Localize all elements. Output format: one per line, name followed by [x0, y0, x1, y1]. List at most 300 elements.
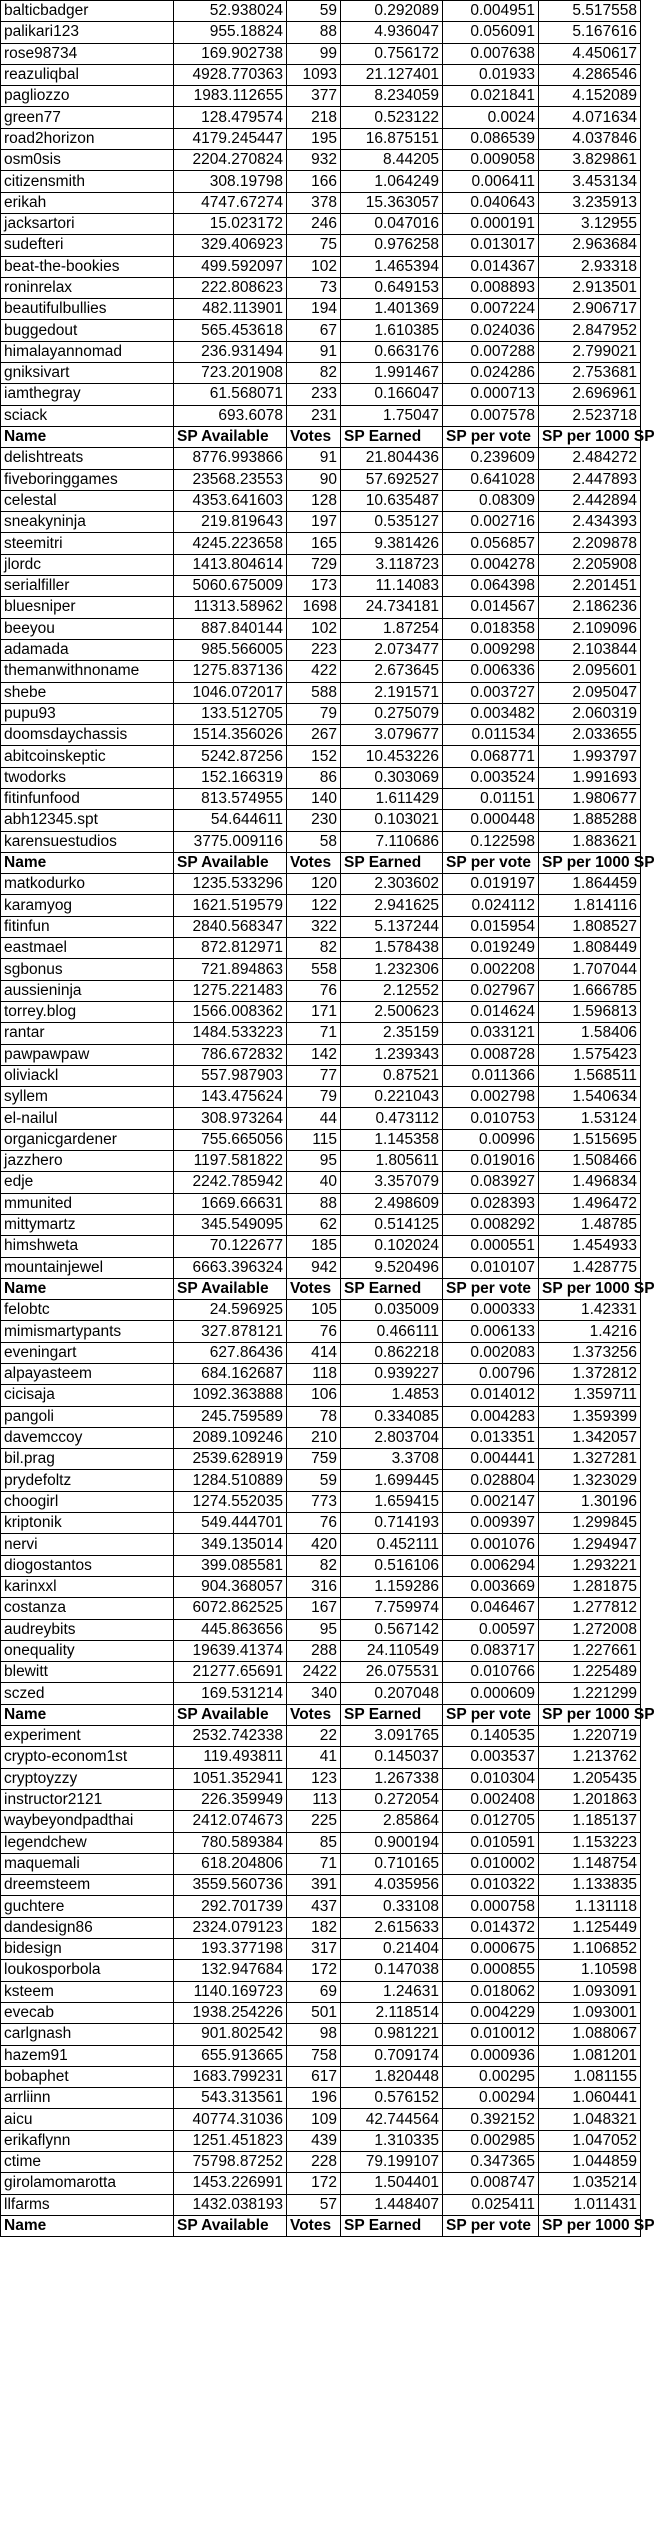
cell-sp-per-1000: 1.133835 [539, 1875, 641, 1896]
cell-sp-available: 2532.742338 [174, 1726, 287, 1747]
table-row [1, 1300, 641, 1321]
cell-sp-per-1000: 1.808449 [539, 938, 641, 959]
header-votes: Votes [287, 2215, 341, 2236]
cell-votes: 171 [287, 1001, 341, 1022]
cell-sp-available: 399.085581 [174, 1555, 287, 1576]
cell-sp-earned: 1.991467 [341, 363, 443, 384]
cell-sp-earned: 0.166047 [341, 384, 443, 405]
cell-sp-available: 6663.396324 [174, 1257, 287, 1278]
cell-sp-earned: 7.759974 [341, 1598, 443, 1619]
cell-votes: 76 [287, 1513, 341, 1534]
cell-votes: 90 [287, 469, 341, 490]
table-row [1, 2109, 641, 2130]
cell-sp-per-vote: 0.122598 [443, 831, 539, 852]
cell-sp-per-1000: 1.707044 [539, 959, 641, 980]
table-row [1, 512, 641, 533]
cell-votes: 140 [287, 788, 341, 809]
cell-name: bluesniper [1, 597, 174, 618]
cell-sp-per-vote: 0.08309 [443, 490, 539, 511]
header-votes: Votes [287, 426, 341, 447]
cell-sp-earned: 2.12552 [341, 980, 443, 1001]
cell-sp-per-vote: 0.004278 [443, 554, 539, 575]
cell-name: gniksivart [1, 363, 174, 384]
cell-votes: 82 [287, 1555, 341, 1576]
cell-sp-earned: 1.75047 [341, 405, 443, 426]
table-row [1, 1406, 641, 1427]
cell-votes: 378 [287, 192, 341, 213]
table-row [1, 2151, 641, 2172]
cell-votes: 95 [287, 1619, 341, 1640]
cell-sp-per-1000: 1.372812 [539, 1364, 641, 1385]
cell-votes: 82 [287, 938, 341, 959]
cell-votes: 437 [287, 1896, 341, 1917]
cell-name: blewitt [1, 1662, 174, 1683]
cell-sp-earned: 2.303602 [341, 874, 443, 895]
cell-name: fiveboringgames [1, 469, 174, 490]
cell-sp-per-vote: 0.00295 [443, 2066, 539, 2087]
cell-votes: 942 [287, 1257, 341, 1278]
cell-name: costanza [1, 1598, 174, 1619]
cell-sp-per-vote: 0.013017 [443, 235, 539, 256]
cell-sp-per-1000: 1.666785 [539, 980, 641, 1001]
cell-sp-per-vote: 0.002083 [443, 1342, 539, 1363]
cell-sp-available: 3775.009116 [174, 831, 287, 852]
cell-sp-per-1000: 1.359711 [539, 1385, 641, 1406]
cell-name: kriptonik [1, 1513, 174, 1534]
cell-sp-per-vote: 0.007288 [443, 341, 539, 362]
cell-sp-per-1000: 1.081201 [539, 2045, 641, 2066]
cell-sp-per-vote: 0.347365 [443, 2151, 539, 2172]
cell-sp-per-vote: 0.239609 [443, 448, 539, 469]
cell-sp-per-vote: 0.010766 [443, 1662, 539, 1683]
cell-name: serialfiller [1, 576, 174, 597]
cell-sp-per-vote: 0.068771 [443, 746, 539, 767]
cell-sp-available: 543.313561 [174, 2088, 287, 2109]
cell-name: pupu93 [1, 703, 174, 724]
cell-name: fitinfun [1, 916, 174, 937]
table-row [1, 1001, 641, 1022]
cell-sp-per-vote: 0.004229 [443, 2002, 539, 2023]
cell-sp-available: 1235.533296 [174, 874, 287, 895]
cell-sp-per-vote: 0.003524 [443, 767, 539, 788]
cell-sp-earned: 0.466111 [341, 1321, 443, 1342]
cell-votes: 758 [287, 2045, 341, 2066]
table-row [1, 128, 641, 149]
cell-sp-per-1000: 1.277812 [539, 1598, 641, 1619]
cell-sp-per-1000: 1.272008 [539, 1619, 641, 1640]
cell-votes: 501 [287, 2002, 341, 2023]
cell-sp-per-vote: 0.010304 [443, 1768, 539, 1789]
cell-sp-per-1000: 1.575423 [539, 1044, 641, 1065]
cell-votes: 41 [287, 1747, 341, 1768]
cell-sp-per-1000: 3.12955 [539, 213, 641, 234]
cell-sp-available: 219.819643 [174, 512, 287, 533]
cell-sp-available: 1413.804614 [174, 554, 287, 575]
cell-votes: 196 [287, 2088, 341, 2109]
cell-sp-per-1000: 1.221299 [539, 1683, 641, 1704]
cell-name: arrliinn [1, 2088, 174, 2109]
cell-sp-earned: 1.24631 [341, 1981, 443, 2002]
cell-name: erikah [1, 192, 174, 213]
cell-sp-available: 132.947684 [174, 1960, 287, 1981]
cell-sp-available: 8776.993866 [174, 448, 287, 469]
cell-sp-available: 4928.770363 [174, 64, 287, 85]
cell-sp-available: 955.18824 [174, 22, 287, 43]
cell-name: osm0sis [1, 150, 174, 171]
cell-sp-per-1000: 1.48785 [539, 1214, 641, 1235]
header-row [1, 2215, 641, 2236]
cell-sp-available: 2412.074673 [174, 1811, 287, 1832]
table-row [1, 1449, 641, 1470]
cell-name: himshweta [1, 1236, 174, 1257]
cell-sp-per-1000: 2.963684 [539, 235, 641, 256]
cell-sp-available: 128.479574 [174, 107, 287, 128]
table-row [1, 277, 641, 298]
cell-sp-per-1000: 1.088067 [539, 2024, 641, 2045]
cell-sp-per-1000: 1.106852 [539, 1939, 641, 1960]
cell-votes: 773 [287, 1491, 341, 1512]
cell-sp-per-1000: 1.980677 [539, 788, 641, 809]
cell-sp-per-1000: 1.814116 [539, 895, 641, 916]
header-sp-available: SP Available [174, 2215, 287, 2236]
cell-sp-per-1000: 1.42331 [539, 1300, 641, 1321]
cell-sp-per-vote: 0.641028 [443, 469, 539, 490]
cell-sp-per-vote: 0.000713 [443, 384, 539, 405]
cell-name: eveningart [1, 1342, 174, 1363]
cell-sp-earned: 21.804436 [341, 448, 443, 469]
table-row [1, 554, 641, 575]
cell-sp-per-vote: 0.000191 [443, 213, 539, 234]
cell-sp-per-vote: 0.014372 [443, 1917, 539, 1938]
cell-sp-available: 2089.109246 [174, 1427, 287, 1448]
cell-votes: 122 [287, 895, 341, 916]
cell-sp-per-vote: 0.000551 [443, 1236, 539, 1257]
cell-sp-per-vote: 0.009397 [443, 1513, 539, 1534]
cell-votes: 105 [287, 1300, 341, 1321]
cell-sp-available: 349.135014 [174, 1534, 287, 1555]
cell-sp-earned: 2.191571 [341, 682, 443, 703]
cell-sp-per-1000: 1.508466 [539, 1151, 641, 1172]
cell-votes: 91 [287, 341, 341, 362]
table-row [1, 661, 641, 682]
cell-name: legendchew [1, 1832, 174, 1853]
table-row [1, 2130, 641, 2151]
cell-sp-per-vote: 0.008292 [443, 1214, 539, 1235]
cell-sp-available: 4245.223658 [174, 533, 287, 554]
cell-sp-per-1000: 2.186236 [539, 597, 641, 618]
table-row [1, 1555, 641, 1576]
cell-sp-per-vote: 0.010322 [443, 1875, 539, 1896]
cell-name: twodorks [1, 767, 174, 788]
cell-sp-earned: 1.239343 [341, 1044, 443, 1065]
cell-sp-available: 222.808623 [174, 277, 287, 298]
cell-name: beeyou [1, 618, 174, 639]
cell-sp-earned: 2.498609 [341, 1193, 443, 1214]
table-row [1, 1470, 641, 1491]
cell-sp-per-vote: 0.021841 [443, 86, 539, 107]
table-row [1, 1875, 641, 1896]
table-row [1, 533, 641, 554]
cell-name: adamada [1, 639, 174, 660]
table-row [1, 213, 641, 234]
header-sp-earned: SP Earned [341, 1704, 443, 1725]
cell-sp-available: 1514.356026 [174, 725, 287, 746]
cell-sp-per-vote: 0.010753 [443, 1108, 539, 1129]
table-row [1, 64, 641, 85]
cell-votes: 422 [287, 661, 341, 682]
cell-sp-earned: 9.381426 [341, 533, 443, 554]
cell-name: el-nailul [1, 1108, 174, 1129]
table-row [1, 874, 641, 895]
cell-votes: 558 [287, 959, 341, 980]
cell-votes: 79 [287, 703, 341, 724]
cell-sp-earned: 1.610385 [341, 320, 443, 341]
table-row [1, 980, 641, 1001]
cell-sp-per-vote: 0.01933 [443, 64, 539, 85]
header-sp-earned: SP Earned [341, 852, 443, 873]
cell-name: prydefoltz [1, 1470, 174, 1491]
table-row [1, 1726, 641, 1747]
header-sp-available: SP Available [174, 426, 287, 447]
cell-sp-per-vote: 0.011366 [443, 1065, 539, 1086]
cell-sp-per-1000: 5.517558 [539, 1, 641, 22]
cell-sp-available: 723.201908 [174, 363, 287, 384]
cell-sp-earned: 0.939227 [341, 1364, 443, 1385]
cell-name: erikaflynn [1, 2130, 174, 2151]
cell-name: green77 [1, 107, 174, 128]
cell-sp-earned: 2.35159 [341, 1023, 443, 1044]
cell-sp-available: 329.406923 [174, 235, 287, 256]
table-row [1, 1619, 641, 1640]
table-row [1, 1683, 641, 1704]
cell-sp-per-1000: 2.484272 [539, 448, 641, 469]
table-row [1, 192, 641, 213]
cell-sp-earned: 3.118723 [341, 554, 443, 575]
cell-sp-per-1000: 1.10598 [539, 1960, 641, 1981]
cell-sp-available: 143.475624 [174, 1087, 287, 1108]
cell-sp-earned: 26.075531 [341, 1662, 443, 1683]
cell-sp-earned: 21.127401 [341, 64, 443, 85]
cell-name: rantar [1, 1023, 174, 1044]
table-row [1, 1534, 641, 1555]
cell-name: onequality [1, 1640, 174, 1661]
cell-votes: 182 [287, 1917, 341, 1938]
header-row [1, 852, 641, 873]
cell-sp-earned: 0.035009 [341, 1300, 443, 1321]
cell-votes: 420 [287, 1534, 341, 1555]
cell-name: syllem [1, 1087, 174, 1108]
table-row [1, 171, 641, 192]
cell-name: diogostantos [1, 1555, 174, 1576]
cell-name: girolamomarotta [1, 2173, 174, 2194]
table-row [1, 1747, 641, 1768]
cell-sp-per-vote: 0.000855 [443, 1960, 539, 1981]
cell-votes: 142 [287, 1044, 341, 1065]
cell-sp-per-vote: 0.028804 [443, 1470, 539, 1491]
cell-name: mittymartz [1, 1214, 174, 1235]
cell-sp-earned: 1.064249 [341, 171, 443, 192]
table-row [1, 1108, 641, 1129]
cell-sp-available: 872.812971 [174, 938, 287, 959]
cell-sp-available: 5060.675009 [174, 576, 287, 597]
cell-sp-available: 70.122677 [174, 1236, 287, 1257]
cell-sp-per-1000: 1.093091 [539, 1981, 641, 2002]
cell-votes: 2422 [287, 1662, 341, 1683]
cell-name: pagliozzo [1, 86, 174, 107]
cell-sp-per-1000: 2.103844 [539, 639, 641, 660]
cell-sp-earned: 1.611429 [341, 788, 443, 809]
cell-sp-available: 245.759589 [174, 1406, 287, 1427]
cell-sp-per-1000: 4.152089 [539, 86, 641, 107]
cell-sp-per-vote: 0.006411 [443, 171, 539, 192]
table-row [1, 788, 641, 809]
cell-sp-earned: 8.234059 [341, 86, 443, 107]
cell-sp-available: 1140.169723 [174, 1981, 287, 2002]
table-row [1, 2173, 641, 2194]
header-row [1, 1278, 641, 1299]
cell-votes: 73 [287, 277, 341, 298]
cell-sp-earned: 0.900194 [341, 1832, 443, 1853]
table-row [1, 22, 641, 43]
table-row [1, 1342, 641, 1363]
cell-sp-per-1000: 1.864459 [539, 874, 641, 895]
table-row [1, 576, 641, 597]
cell-sp-per-vote: 0.008893 [443, 277, 539, 298]
cell-sp-earned: 1.145358 [341, 1129, 443, 1150]
cell-sp-per-vote: 0.00796 [443, 1364, 539, 1385]
cell-votes: 223 [287, 639, 341, 660]
table-row [1, 256, 641, 277]
cell-sp-per-vote: 0.028393 [443, 1193, 539, 1214]
cell-sp-per-vote: 0.004951 [443, 1, 539, 22]
cell-name: cicisaja [1, 1385, 174, 1406]
cell-sp-earned: 1.448407 [341, 2194, 443, 2215]
table-row [1, 1023, 641, 1044]
table-row [1, 320, 641, 341]
cell-votes: 76 [287, 980, 341, 1001]
cell-sp-per-vote: 0.083927 [443, 1172, 539, 1193]
cell-sp-earned: 0.516106 [341, 1555, 443, 1576]
cell-name: himalayannomad [1, 341, 174, 362]
cell-sp-available: 813.574955 [174, 788, 287, 809]
cell-votes: 120 [287, 874, 341, 895]
cell-votes: 75 [287, 235, 341, 256]
cell-sp-available: 721.894863 [174, 959, 287, 980]
cell-sp-available: 24.596925 [174, 1300, 287, 1321]
table-row [1, 150, 641, 171]
cell-votes: 88 [287, 1193, 341, 1214]
table-row [1, 1236, 641, 1257]
header-sp-per-1000: SP per 1000 SP [539, 426, 641, 447]
table-row [1, 448, 641, 469]
cell-sp-per-1000: 2.201451 [539, 576, 641, 597]
cell-votes: 95 [287, 1151, 341, 1172]
cell-votes: 167 [287, 1598, 341, 1619]
header-sp-per-1000: SP per 1000 SP [539, 852, 641, 873]
cell-sp-per-1000: 1.515695 [539, 1129, 641, 1150]
cell-sp-earned: 0.87521 [341, 1065, 443, 1086]
cell-sp-per-vote: 0.008728 [443, 1044, 539, 1065]
cell-sp-per-vote: 0.008747 [443, 2173, 539, 2194]
cell-sp-available: 627.86436 [174, 1342, 287, 1363]
header-sp-per-1000: SP per 1000 SP [539, 2215, 641, 2236]
header-sp-available: SP Available [174, 852, 287, 873]
header-votes: Votes [287, 1704, 341, 1725]
table-row [1, 682, 641, 703]
cell-votes: 288 [287, 1640, 341, 1661]
cell-name: doomsdaychassis [1, 725, 174, 746]
cell-name: matkodurko [1, 874, 174, 895]
cell-name: ksteem [1, 1981, 174, 2002]
cell-sp-per-1000: 1.293221 [539, 1555, 641, 1576]
cell-sp-per-1000: 1.081155 [539, 2066, 641, 2087]
table-row [1, 1662, 641, 1683]
cell-sp-available: 901.802542 [174, 2024, 287, 2045]
cell-name: karinxxl [1, 1576, 174, 1597]
table-row [1, 1, 641, 22]
cell-votes: 439 [287, 2130, 341, 2151]
cell-sp-available: 549.444701 [174, 1513, 287, 1534]
cell-sp-per-1000: 5.167616 [539, 22, 641, 43]
cell-sp-per-1000: 1.30196 [539, 1491, 641, 1512]
cell-sp-earned: 2.941625 [341, 895, 443, 916]
cell-sp-per-vote: 0.004441 [443, 1449, 539, 1470]
table-row [1, 1789, 641, 1810]
cell-sp-earned: 1.805611 [341, 1151, 443, 1172]
cell-sp-earned: 1.267338 [341, 1768, 443, 1789]
cell-name: eastmael [1, 938, 174, 959]
cell-name: aussieninja [1, 980, 174, 1001]
cell-sp-available: 3559.560736 [174, 1875, 287, 1896]
cell-sp-per-vote: 0.014567 [443, 597, 539, 618]
cell-sp-available: 1275.837136 [174, 661, 287, 682]
cell-votes: 123 [287, 1768, 341, 1789]
cell-sp-earned: 0.272054 [341, 1789, 443, 1810]
cell-votes: 40 [287, 1172, 341, 1193]
cell-sp-per-1000: 1.060441 [539, 2088, 641, 2109]
cell-sp-available: 1274.552035 [174, 1491, 287, 1512]
cell-sp-per-vote: 0.014367 [443, 256, 539, 277]
cell-sp-available: 1669.66631 [174, 1193, 287, 1214]
cell-sp-per-1000: 1.281875 [539, 1576, 641, 1597]
cell-name: felobtc [1, 1300, 174, 1321]
cell-sp-per-vote: 0.007224 [443, 299, 539, 320]
cell-sp-available: 5242.87256 [174, 746, 287, 767]
cell-sp-per-1000: 2.447893 [539, 469, 641, 490]
cell-sp-earned: 1.465394 [341, 256, 443, 277]
cell-sp-earned: 0.145037 [341, 1747, 443, 1768]
cell-votes: 218 [287, 107, 341, 128]
cell-sp-per-vote: 0.002147 [443, 1491, 539, 1512]
cell-votes: 78 [287, 1406, 341, 1427]
cell-name: buggedout [1, 320, 174, 341]
cell-sp-per-vote: 0.003727 [443, 682, 539, 703]
header-sp-earned: SP Earned [341, 1278, 443, 1299]
cell-sp-per-vote: 0.392152 [443, 2109, 539, 2130]
cell-sp-earned: 2.615633 [341, 1917, 443, 1938]
header-sp-earned: SP Earned [341, 426, 443, 447]
cell-sp-available: 23568.23553 [174, 469, 287, 490]
cell-votes: 1698 [287, 597, 341, 618]
cell-name: davemccoy [1, 1427, 174, 1448]
cell-sp-per-1000: 1.035214 [539, 2173, 641, 2194]
cell-name: dandesign86 [1, 1917, 174, 1938]
cell-name: mountainjewel [1, 1257, 174, 1278]
cell-sp-available: 482.113901 [174, 299, 287, 320]
cell-sp-available: 152.166319 [174, 767, 287, 788]
cell-sp-per-1000: 2.209878 [539, 533, 641, 554]
cell-sp-per-1000: 1.53124 [539, 1108, 641, 1129]
